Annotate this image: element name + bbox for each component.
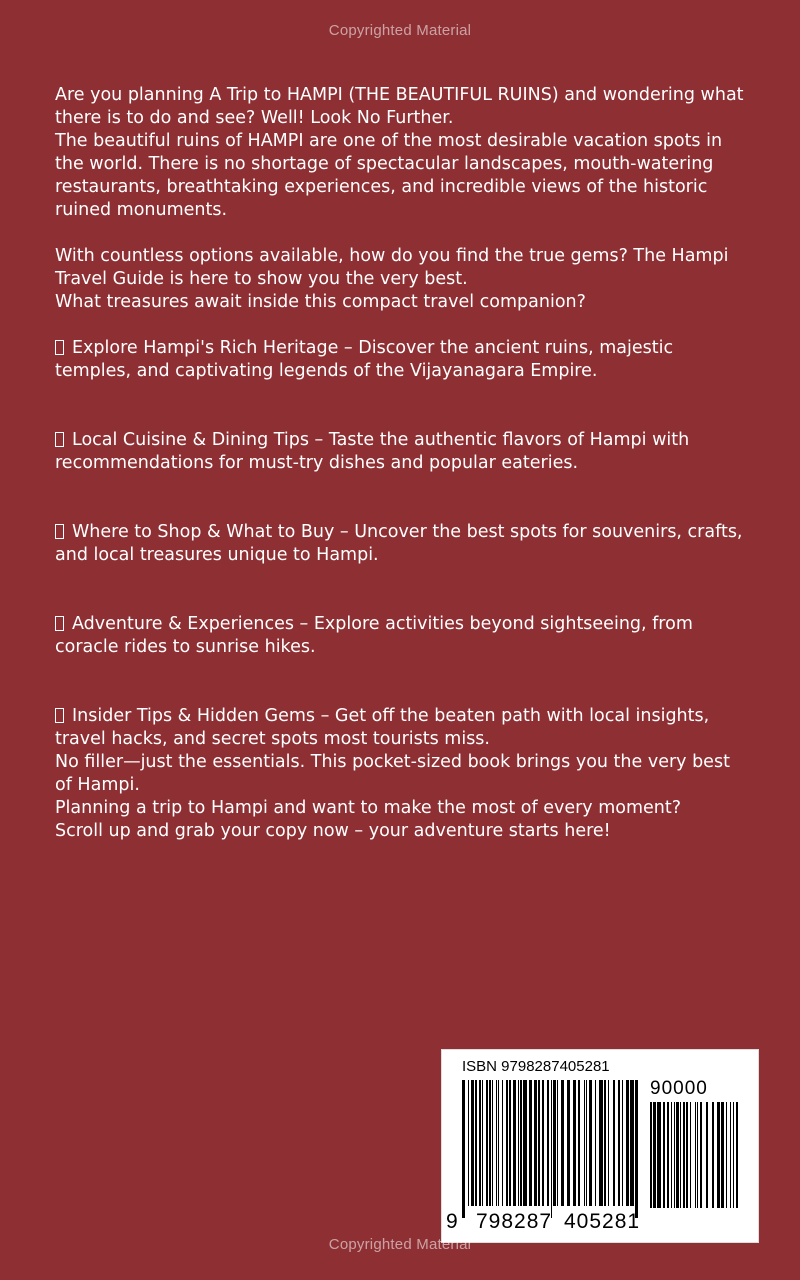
barcode-bar [700,1102,702,1208]
missing-glyph-icon [55,432,64,447]
barcode-bar [712,1102,714,1208]
barcode-bar [567,1080,570,1206]
feature-item [55,521,745,567]
barcode-bar [496,1080,497,1206]
barcode-bar [584,1080,585,1206]
feature-text: Explore Hampi's Rich Heritage – Discover the ancient ruins, majestic temples, and captivating legends of the Vijayanagara Empire. [55,338,674,381]
barcode-bar [635,1080,638,1218]
missing-glyph-icon [55,708,64,723]
closing-line-2: Planning a trip to Hampi and want to make the most of every moment? [55,798,682,818]
barcode-bar [721,1102,724,1208]
barcode-bar [667,1102,669,1208]
feature-item [55,705,745,751]
barcode-bar [697,1102,698,1208]
barcode-bar [653,1102,656,1208]
barcode-bar [475,1080,477,1206]
barcode-bar [630,1080,634,1206]
barcode-bar [551,1080,552,1218]
barcode-bar [676,1102,679,1208]
barcode-bar [663,1102,665,1208]
barcode-bar [486,1080,488,1206]
barcode-bar [680,1102,681,1208]
intro-paragraph-2: The beautiful ruins of HAMPI are one of the most desirable vacation spots in the world. There is no shortage of spectacular landscapes, mouth-watering restaurants, breathtaking experiences, and incredible views of the historic ruined monuments. [55,131,723,220]
barcode-bar [589,1080,592,1206]
barcode-bar [626,1080,629,1206]
barcode-bar [538,1080,540,1206]
watermark-top: Copyrighted Material [328,22,472,39]
barcode-bars-icon [462,1080,638,1218]
missing-glyph-icon [55,340,64,355]
barcode-bar [717,1102,720,1208]
barcode-bar [506,1080,508,1206]
missing-glyph-icon [55,524,64,539]
barcode-bar [730,1102,731,1208]
barcode-bar [498,1080,499,1206]
barcode-bar [706,1102,708,1208]
back-cover-text [55,84,745,843]
isbn-digits-right: 405281 [564,1210,641,1233]
intro-paragraph-3: With countless options available, how do you find the true gems? The Hampi Travel Guide is here to show you the very best. [55,246,729,289]
barcode-bar [671,1102,672,1208]
barcode-bar [604,1080,606,1206]
barcode-bar [553,1080,556,1206]
barcode-bar [513,1080,516,1206]
barcode-bar [674,1102,675,1208]
missing-glyph-icon [55,616,64,631]
barcode-bar [622,1080,623,1206]
barcode-bar [599,1080,603,1206]
barcode-bar [608,1080,609,1206]
barcode-bar [573,1080,576,1206]
isbn-digits-left: 798287 [476,1210,553,1233]
feature-item [55,429,745,475]
barcode-bar [595,1080,596,1206]
barcode-bar [690,1102,691,1208]
barcode-bar [686,1102,688,1208]
barcode-bar [613,1080,615,1206]
barcode-bar [726,1102,727,1208]
barcode-bar [557,1080,558,1206]
barcode-bar [462,1080,465,1218]
feature-text: Local Cuisine & Dining Tips – Taste the authentic flavors of Hampi with recommendations for must-try dishes and popular eateries. [55,430,690,473]
barcode-bar [489,1080,491,1206]
barcode-bar [492,1080,493,1206]
feature-text: Where to Shop & What to Buy – Uncover the best spots for souvenirs, crafts, and local treasures unique to Hampi. [55,522,743,565]
barcode-bar [471,1080,474,1206]
feature-text: Adventure & Experiences – Explore activities beyond sightseeing, from coracle rides to sunrise hikes. [55,614,693,657]
barcode-bar [650,1102,652,1208]
intro-paragraph-4: What treasures await inside this compact travel companion? [55,292,586,312]
barcode-bar [479,1080,481,1206]
barcode-bar [529,1080,532,1206]
addon-barcode-bars-icon [650,1102,738,1220]
barcode-bar [523,1080,527,1206]
barcode-bar [509,1080,511,1206]
barcode-bar [534,1080,537,1206]
barcode-bar [736,1102,738,1208]
intro-paragraph-1: Are you planning A Trip to HAMPI (THE BEAUTIFUL RUINS) and wondering what there is to do and see? Well! Look No Further. [55,85,744,128]
barcode-bar [561,1080,564,1206]
isbn-label: ISBN 9798287405281 [462,1058,610,1075]
barcode-bar [586,1080,587,1206]
barcode-bar [520,1080,522,1206]
barcode-bar [547,1080,549,1206]
feature-item [55,613,745,659]
barcode-bar [618,1080,620,1206]
barcode-bar [468,1080,469,1206]
addon-code: 90000 [650,1078,708,1099]
watermark-bottom: Copyrighted Material [328,1236,472,1253]
barcode-bar [683,1102,685,1208]
closing-line-3: Scroll up and grab your copy now – your adventure starts here! [55,821,611,841]
feature-item [55,337,745,383]
closing-line-1: No filler—just the essentials. This pocket-sized book brings you the very best of Hampi. [55,752,730,795]
isbn-barcode [441,1049,759,1243]
barcode-bar [518,1080,519,1206]
isbn-digit-first: 9 [446,1210,458,1233]
barcode-bar [657,1102,661,1208]
barcode-bar [502,1080,503,1206]
barcode-bar [695,1102,696,1208]
barcode-bar [733,1102,734,1208]
feature-text: Insider Tips & Hidden Gems – Get off the beaten path with local insights, travel hacks, and secret spots most tourists miss. [55,706,710,749]
barcode-bar [482,1080,483,1206]
barcode-bar [578,1080,580,1206]
barcode-bar [542,1080,544,1206]
